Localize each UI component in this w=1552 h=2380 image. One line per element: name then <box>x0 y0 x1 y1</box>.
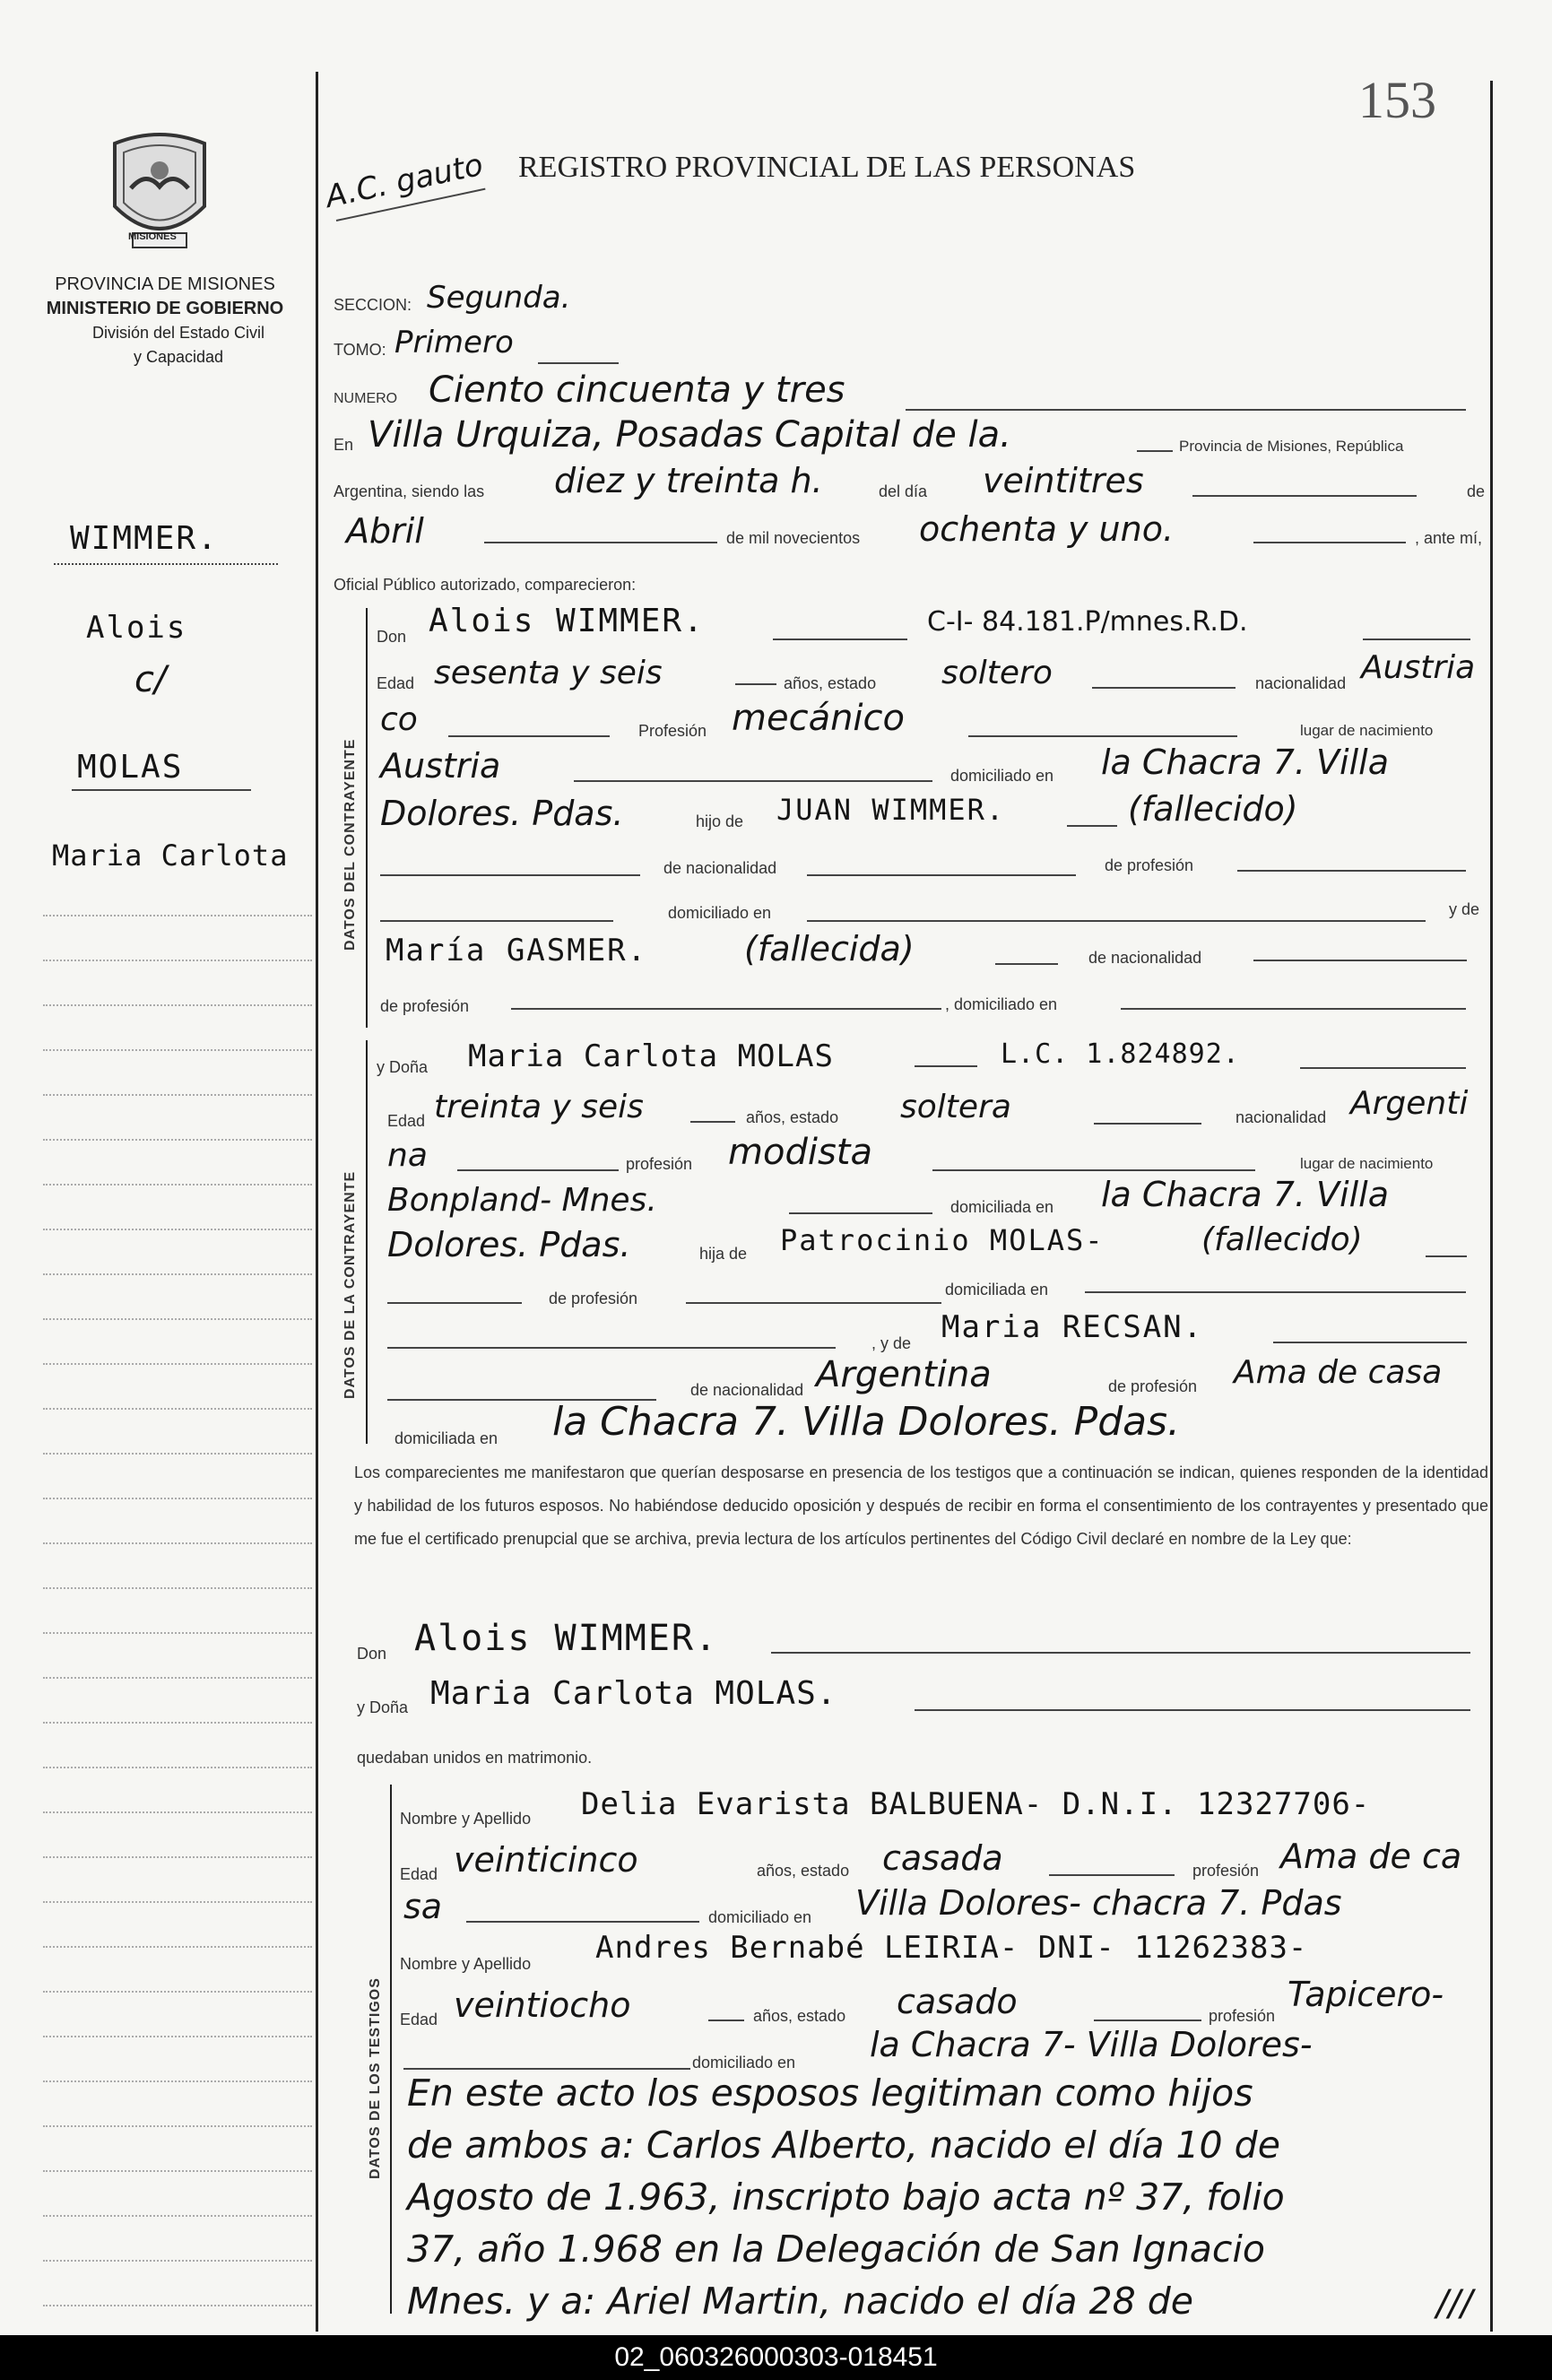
groom-domiciliado-label: domiciliado en <box>950 767 1054 785</box>
bride-nac-label: nacionalidad <box>1236 1108 1327 1126</box>
witness2-domiciliado-label: domiciliado en <box>692 2054 796 2072</box>
groom-nacionalidad-2: co <box>380 701 418 738</box>
witness2-edad-line <box>708 2020 744 2021</box>
witness2-edad: veintiocho <box>454 1985 631 2025</box>
groom-blank-7 <box>511 1008 941 1010</box>
groom-profesion-line <box>968 735 1237 737</box>
en-label: En <box>334 436 354 454</box>
seccion-label: SECCION: <box>334 296 412 314</box>
bride-lugar-nac: Bonpland- Mnes. <box>387 1182 657 1219</box>
bride-id: L.C. 1.824892. <box>1001 1038 1240 1070</box>
bride-father-prof-label: de profesión <box>549 1290 638 1307</box>
margin-conjunction: c/ <box>134 659 167 700</box>
declaration-paragraph: Los comparecientes me manifestaron que querían desposarse en presencia de los testigos que a continuación se indican, quienes responden de la identidad y habilidad de los futuros esposos. No habiéndose deducido oposición y después de recibir en forma el consentimiento de los contrayentes y presentado que me fue el certificado prenupcial que se archiva, previa lectura de los artículos pertinentes del Código Civil declaré en nombre de la Ley que: <box>354 1464 1488 1548</box>
bride-profesion: modista <box>728 1132 872 1173</box>
union-groom-name: Alois WIMMER. <box>414 1618 719 1659</box>
province-name: PROVINCIA DE MISIONES <box>55 274 275 294</box>
groom-estado-line <box>1092 687 1236 689</box>
groom-father-nac-label: de nacionalidad <box>663 859 777 877</box>
groom-mother-line <box>995 963 1058 965</box>
union-bride-name: Maria Carlota MOLAS. <box>430 1675 837 1712</box>
bride-profesion-label: profesión <box>626 1155 693 1173</box>
witness1-profesion-1: Ama de ca <box>1280 1837 1462 1876</box>
groom-father-line <box>1067 825 1117 827</box>
groom-edad: sesenta y seis <box>434 655 663 691</box>
bride-domiciliada-label: domiciliada en <box>950 1198 1054 1216</box>
groom-domicilio-1: la Chacra 7. Villa <box>1101 743 1389 782</box>
bride-anos-label: años, estado <box>746 1108 839 1126</box>
note-line-3: Agosto de 1.963, inscripto bajo acta nº 37, folio <box>407 2176 1285 2219</box>
groom-blank-6 <box>1253 960 1467 961</box>
union-dona-label: y Doña <box>357 1698 409 1716</box>
footer-id: 02_060326000303-018451 <box>614 2342 938 2372</box>
margin-surname-1: WIMMER. <box>70 520 219 557</box>
bride-y-de-label: , y de <box>871 1334 912 1352</box>
union-don-label: Don <box>357 1645 387 1663</box>
groom-lugar-nac: Austria <box>380 746 501 786</box>
witness1-domicilio: Villa Dolores- chacra 7. Pdas <box>855 1883 1342 1923</box>
witness2-anos-label: años, estado <box>753 2007 846 2025</box>
bride-domicilio-1: la Chacra 7. Villa <box>1101 1175 1389 1214</box>
folio-number: 153 <box>1358 71 1436 129</box>
groom-mother-nac-label: de nacionalidad <box>1088 949 1202 967</box>
bride-blank-3 <box>1085 1291 1466 1293</box>
bride-father-line <box>1426 1255 1467 1257</box>
margin-underline-2 <box>72 789 251 791</box>
groom-id: C-I- 84.181.P/mnes.R.D. <box>927 606 1248 638</box>
bride-edad-line <box>690 1121 735 1123</box>
ministry-name: MINISTERIO DE GOBIERNO <box>46 299 284 318</box>
argentina-label: Argentina, siendo las <box>334 482 485 500</box>
witness1-edad-label: Edad <box>400 1865 438 1883</box>
groom-mother-note: (fallecida) <box>744 929 915 969</box>
bride-id-line <box>1300 1067 1466 1069</box>
groom-y-de-label: y de <box>1449 900 1480 918</box>
del-dia-label: del día <box>879 482 928 500</box>
continuation-mark: /// <box>1436 2283 1473 2324</box>
bride-edad-label: Edad <box>387 1112 426 1130</box>
groom-hijo-label: hijo de <box>696 812 744 830</box>
groom-mother-dom-label: , domiciliado en <box>945 995 1058 1013</box>
union-dona-line <box>915 1709 1470 1711</box>
bride-profesion-line <box>932 1169 1255 1171</box>
groom-nac2-line <box>448 735 610 737</box>
witness2-nombre-label: Nombre y Apellido <box>400 1955 532 1973</box>
numero-line <box>906 409 1466 411</box>
groom-blank-4 <box>380 920 613 922</box>
groom-father-note: (fallecido) <box>1128 789 1298 829</box>
de-label: de <box>1467 482 1486 500</box>
issuing-authority <box>32 273 298 369</box>
provincia-label: Provincia de Misiones, República <box>1179 438 1404 455</box>
bride-blank-2 <box>686 1302 941 1304</box>
witness2-profesion-label: profesión <box>1209 2007 1276 2025</box>
groom-mother: María GASMER. <box>386 933 648 969</box>
tomo-value: Primero <box>395 325 514 360</box>
bride-section-label: DATOS DE LA CONTRAYENTE <box>342 1170 358 1399</box>
bride-father-dom-label: domiciliada en <box>945 1281 1049 1299</box>
bride-estado: soltera <box>900 1089 1011 1125</box>
groom-nac-label: nacionalidad <box>1255 674 1347 692</box>
bride-lugar-label: lugar de nacimiento <box>1300 1155 1434 1172</box>
bride-edad: treinta y seis <box>434 1089 644 1125</box>
bride-nacionalidad-2: na <box>387 1137 428 1174</box>
groom-blank-5 <box>807 920 1426 922</box>
groom-blank-1 <box>380 874 640 876</box>
groom-section-label: DATOS DEL CONTRAYENTE <box>342 738 358 951</box>
groom-edad-line <box>735 683 776 685</box>
witness-section-label: DATOS DE LOS TESTIGOS <box>368 1977 383 2179</box>
bride-mother: Maria RECSAN. <box>941 1309 1204 1345</box>
bride-lugar-line <box>789 1212 932 1214</box>
note-line-2: de ambos a: Carlos Alberto, nacido el día 10 de <box>407 2124 1280 2167</box>
bride-mother-nacionalidad: Argentina <box>816 1354 992 1395</box>
witness2-profesion: Tapicero- <box>1288 1975 1444 2014</box>
groom-box-line <box>366 608 368 1028</box>
witness2-domicilio: la Chacra 7- Villa Dolores- <box>870 2025 1313 2064</box>
hora-value: diez y treinta h. <box>554 461 823 500</box>
dia-value: veintitres <box>983 461 1144 500</box>
bride-mother-nac-label: de nacionalidad <box>690 1381 804 1399</box>
witness1-nombre: Delia Evarista BALBUENA- D.N.I. 12327706- <box>581 1786 1371 1822</box>
quedaban-text: quedaban unidos en matrimonio. <box>357 1749 593 1767</box>
numero-label: NUMERO <box>334 391 398 406</box>
groom-father-dom-label: domiciliado en <box>668 904 772 922</box>
groom-blank-8 <box>1121 1008 1466 1010</box>
groom-nacionalidad-1: Austria <box>1361 649 1476 686</box>
bride-name: Maria Carlota MOLAS <box>468 1038 834 1074</box>
don-label: Don <box>377 628 407 646</box>
bride-nac2-line <box>457 1169 619 1171</box>
margin-surname-2: MOLAS <box>77 749 184 786</box>
mes-line <box>484 542 717 543</box>
groom-father-prof-label: de profesión <box>1105 856 1194 874</box>
bride-blank-1 <box>387 1302 522 1304</box>
anio-value: ochenta y uno. <box>919 509 1175 549</box>
groom-father: JUAN WIMMER. <box>776 793 1006 827</box>
witness2-edad-label: Edad <box>400 2011 438 2028</box>
note-line-4: 37, año 1.968 en la Delegación de San Ignacio <box>407 2228 1265 2271</box>
groom-name-line <box>773 638 907 640</box>
groom-blank-2 <box>807 874 1076 876</box>
margin-divider <box>316 72 318 2332</box>
groom-profesion: mecánico <box>732 698 906 739</box>
groom-domicilio-2: Dolores. Pdas. <box>380 794 624 833</box>
bride-father-note: (fallecido) <box>1201 1221 1363 1258</box>
seal-label: MISIONES <box>128 231 177 242</box>
groom-estado: soltero <box>941 655 1053 691</box>
division-line-2: y Capacidad <box>133 348 224 366</box>
groom-profesion-label: Profesión <box>638 722 707 740</box>
witness2-estado-line <box>1094 2020 1201 2021</box>
bride-hija-label: hija de <box>699 1245 748 1263</box>
bride-mother-domicilio: la Chacra 7. Villa Dolores. Pdas. <box>552 1399 1181 1445</box>
witness1-anos-label: años, estado <box>757 1862 850 1880</box>
bride-father: Patrocinio MOLAS- <box>780 1223 1105 1257</box>
witness1-estado-line <box>1049 1874 1175 1876</box>
anio-line <box>1253 542 1406 543</box>
bride-domicilio-2: Dolores. Pdas. <box>387 1225 631 1264</box>
tomo-line <box>538 362 619 364</box>
witness2-blank <box>403 2068 690 2070</box>
registry-title: REGISTRO PROVINCIAL DE LAS PERSONAS <box>518 151 1136 184</box>
ante-mi-label: , ante mí, <box>1415 529 1483 547</box>
seccion-value: Segunda. <box>427 280 571 316</box>
witness-box-line <box>390 1785 392 2314</box>
mes-value: Abril <box>346 511 424 551</box>
lugar-value: Villa Urquiza, Posadas Capital de la. <box>368 414 1011 456</box>
witness2-estado: casado <box>897 1982 1018 2021</box>
division-line-1: División del Estado Civil <box>91 324 265 342</box>
witness1-profesion-label: profesión <box>1192 1862 1260 1880</box>
y-dona-label: y Doña <box>377 1058 429 1076</box>
groom-lugar-label: lugar de nacimiento <box>1300 722 1434 739</box>
tomo-label: TOMO: <box>334 341 386 359</box>
margin-underline-1 <box>54 563 278 565</box>
groom-edad-label: Edad <box>377 674 415 692</box>
margin-name-2: Maria Carlota <box>52 838 289 873</box>
groom-name: Alois WIMMER. <box>429 603 705 639</box>
right-border <box>1490 81 1493 2332</box>
handwritten-note: A.C. gauto <box>322 146 487 215</box>
bride-box-line <box>366 1040 368 1444</box>
groom-id-line <box>1363 638 1470 640</box>
bride-mother-prof-label: de profesión <box>1108 1377 1198 1395</box>
bride-name-line <box>915 1065 977 1067</box>
dia-line <box>1192 495 1417 497</box>
bride-estado-line <box>1094 1123 1201 1125</box>
witness1-estado: casada <box>882 1838 1003 1878</box>
numero-value: Ciento cincuenta y tres <box>429 369 845 411</box>
bride-mother-dom-label: domiciliada en <box>395 1429 499 1447</box>
oficial-label: Oficial Público autorizado, comparecieron: <box>334 576 637 594</box>
witness1-prof2-line <box>466 1921 699 1923</box>
note-line-1: En este acto los esposos legitiman como hijos <box>407 2072 1253 2115</box>
bride-nacionalidad-1: Argenti <box>1350 1085 1469 1122</box>
note-line-5: Mnes. y a: Ariel Martin, nacido el día 28 de <box>407 2280 1193 2323</box>
groom-lugar-line <box>574 780 932 782</box>
groom-blank-3 <box>1237 870 1466 872</box>
union-don-line <box>771 1652 1470 1654</box>
witness1-domiciliado-label: domiciliado en <box>708 1908 812 1926</box>
bride-mother-profesion: Ama de casa <box>1234 1354 1443 1391</box>
witness2-nombre: Andres Bernabé LEIRIA- DNI- 11262383- <box>595 1930 1308 1966</box>
lugar-line <box>1137 450 1173 452</box>
footer-bar <box>0 2335 1552 2380</box>
witness1-nombre-label: Nombre y Apellido <box>400 1810 532 1828</box>
groom-anos-label: años, estado <box>784 674 877 692</box>
margin-name-1: Alois <box>86 610 187 646</box>
witness1-edad: veinticinco <box>454 1840 638 1880</box>
bride-mother-line <box>1273 1342 1467 1343</box>
de-mil-label: de mil novecientos <box>726 529 861 547</box>
groom-mother-prof-label: de profesión <box>380 997 470 1015</box>
witness1-profesion-2: sa <box>403 1887 443 1926</box>
bride-blank-4 <box>387 1347 836 1349</box>
